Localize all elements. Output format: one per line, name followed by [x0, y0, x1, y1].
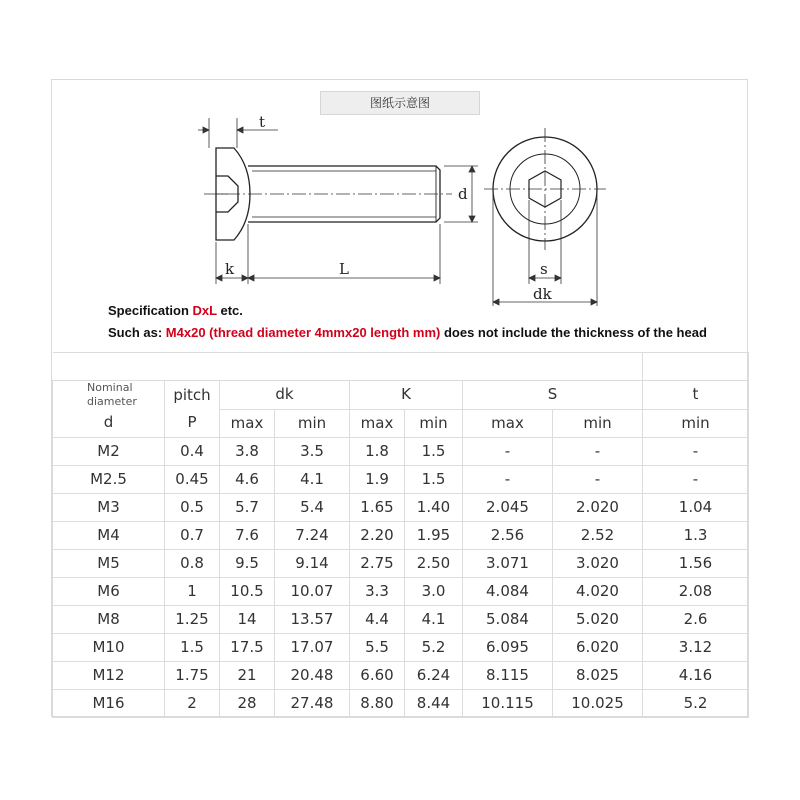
dk-min-cell: 9.14 — [275, 549, 350, 577]
k-min-cell: 3.0 — [405, 577, 463, 605]
s-header: S — [463, 381, 643, 410]
dk-min-cell: 5.4 — [275, 493, 350, 521]
dk-min-cell: 4.1 — [275, 465, 350, 493]
k-min-cell: 2.50 — [405, 549, 463, 577]
spacer-cell-right — [643, 353, 749, 381]
dk-min-cell: 7.24 — [275, 521, 350, 549]
dk-header: dk — [220, 381, 350, 410]
k-min-cell: 1.40 — [405, 493, 463, 521]
t-min-cell: 5.2 — [643, 689, 749, 717]
k-max-header: max — [350, 409, 405, 437]
s-max-header: max — [463, 409, 553, 437]
table-header-row-1 — [53, 381, 749, 410]
screw-technical-drawing — [0, 0, 800, 330]
table-row — [53, 577, 749, 605]
dk-max-cell: 4.6 — [220, 465, 275, 493]
t-min-cell: 2.08 — [643, 577, 749, 605]
t-header: t — [643, 381, 749, 410]
spec-line2-prefix: Such as: — [108, 325, 166, 340]
s-min-cell: 3.020 — [553, 549, 643, 577]
table-row — [53, 437, 749, 465]
k-min-cell: 6.24 — [405, 661, 463, 689]
drawing-banner: 图纸示意图 — [320, 91, 480, 115]
size-cell: M4 — [53, 521, 165, 549]
dk-max-cell: 7.6 — [220, 521, 275, 549]
table-row — [53, 549, 749, 577]
k-max-cell: 6.60 — [350, 661, 405, 689]
size-cell: M5 — [53, 549, 165, 577]
s-min-cell: 5.020 — [553, 605, 643, 633]
t-min-cell: 1.04 — [643, 493, 749, 521]
spec-line1-prefix: Specification — [108, 303, 193, 318]
s-min-header: min — [553, 409, 643, 437]
k-max-cell: 3.3 — [350, 577, 405, 605]
dk-max-cell: 17.5 — [220, 633, 275, 661]
pitch-cell: 1.75 — [165, 661, 220, 689]
k-min-cell: 5.2 — [405, 633, 463, 661]
pitch-cell: 0.45 — [165, 465, 220, 493]
k-max-cell: 4.4 — [350, 605, 405, 633]
s-max-cell: - — [463, 437, 553, 465]
size-cell: M3 — [53, 493, 165, 521]
t-min-cell: - — [643, 437, 749, 465]
k-max-cell: 8.80 — [350, 689, 405, 717]
pitch-symbol: P — [165, 409, 220, 437]
spec-line1-suffix: etc. — [216, 303, 243, 318]
k-header: K — [350, 381, 463, 410]
table-body — [53, 437, 749, 717]
dk-min-cell: 13.57 — [275, 605, 350, 633]
d-label: d — [458, 185, 468, 203]
t-min-cell: 1.3 — [643, 521, 749, 549]
s-max-cell: 3.071 — [463, 549, 553, 577]
size-cell: M8 — [53, 605, 165, 633]
pitch-cell: 1 — [165, 577, 220, 605]
spec-line1-highlight: DxL — [192, 303, 217, 318]
s-min-cell: 2.020 — [553, 493, 643, 521]
s-min-cell: 10.025 — [553, 689, 643, 717]
pitch-cell: 1.5 — [165, 633, 220, 661]
L-label: L — [339, 260, 349, 278]
dk-max-cell: 28 — [220, 689, 275, 717]
dk-min-cell: 17.07 — [275, 633, 350, 661]
s-max-cell: 10.115 — [463, 689, 553, 717]
k-min-cell: 4.1 — [405, 605, 463, 633]
table-row — [53, 661, 749, 689]
dk-min-cell: 20.48 — [275, 661, 350, 689]
s-max-cell: 4.084 — [463, 577, 553, 605]
s-max-cell: 2.045 — [463, 493, 553, 521]
table-row — [53, 465, 749, 493]
k-label: k — [225, 260, 235, 278]
k-max-cell: 1.8 — [350, 437, 405, 465]
s-max-cell: 6.095 — [463, 633, 553, 661]
s-max-cell: - — [463, 465, 553, 493]
k-min-cell: 8.44 — [405, 689, 463, 717]
dk-max-cell: 14 — [220, 605, 275, 633]
k-max-cell: 2.75 — [350, 549, 405, 577]
k-max-cell: 2.20 — [350, 521, 405, 549]
dk-min-cell: 27.48 — [275, 689, 350, 717]
pitch-cell: 1.25 — [165, 605, 220, 633]
k-max-cell: 1.65 — [350, 493, 405, 521]
size-cell: M2.5 — [53, 465, 165, 493]
nominal-symbol: d — [53, 409, 165, 437]
s-label: s — [540, 260, 548, 278]
s-min-cell: - — [553, 465, 643, 493]
t-min-cell: 1.56 — [643, 549, 749, 577]
example-note — [108, 325, 707, 340]
specification-note — [108, 303, 243, 318]
table-row — [53, 633, 749, 661]
nominal-diameter-header: Nominal diameter — [53, 381, 165, 410]
k-min-header: min — [405, 409, 463, 437]
s-min-cell: - — [553, 437, 643, 465]
pitch-cell: 0.5 — [165, 493, 220, 521]
pitch-header: pitch — [165, 381, 220, 410]
spec-line2-highlight: M4x20 (thread diameter 4mmx20 length mm) — [165, 325, 441, 340]
size-cell: M6 — [53, 577, 165, 605]
t-label: t — [259, 113, 266, 131]
table-spacer-row — [53, 353, 749, 381]
spec-line2-suffix: does not include the thickness of the head — [440, 325, 707, 340]
t-min-cell: 4.16 — [643, 661, 749, 689]
s-max-cell: 8.115 — [463, 661, 553, 689]
table-row — [53, 521, 749, 549]
dk-max-cell: 21 — [220, 661, 275, 689]
size-cell: M12 — [53, 661, 165, 689]
dk-max-cell: 5.7 — [220, 493, 275, 521]
t-min-cell: - — [643, 465, 749, 493]
s-min-cell: 8.025 — [553, 661, 643, 689]
dk-max-cell: 9.5 — [220, 549, 275, 577]
pitch-cell: 0.4 — [165, 437, 220, 465]
dk-max-cell: 3.8 — [220, 437, 275, 465]
size-cell: M10 — [53, 633, 165, 661]
dk-min-cell: 3.5 — [275, 437, 350, 465]
s-min-cell: 2.52 — [553, 521, 643, 549]
table-row — [53, 689, 749, 717]
table-row — [53, 605, 749, 633]
t-min-cell: 3.12 — [643, 633, 749, 661]
dk-min-cell: 10.07 — [275, 577, 350, 605]
s-max-cell: 5.084 — [463, 605, 553, 633]
dk-min-header: min — [275, 409, 350, 437]
k-min-cell: 1.5 — [405, 465, 463, 493]
dimension-table — [52, 352, 749, 718]
s-max-cell: 2.56 — [463, 521, 553, 549]
pitch-cell: 2 — [165, 689, 220, 717]
k-min-cell: 1.5 — [405, 437, 463, 465]
spacer-cell — [53, 353, 643, 381]
k-max-cell: 1.9 — [350, 465, 405, 493]
pitch-cell: 0.8 — [165, 549, 220, 577]
k-max-cell: 5.5 — [350, 633, 405, 661]
size-cell: M16 — [53, 689, 165, 717]
dk-max-header: max — [220, 409, 275, 437]
t-min-header: min — [643, 409, 749, 437]
dk-label: dk — [533, 285, 552, 303]
pitch-cell: 0.7 — [165, 521, 220, 549]
k-min-cell: 1.95 — [405, 521, 463, 549]
size-cell: M2 — [53, 437, 165, 465]
dk-max-cell: 10.5 — [220, 577, 275, 605]
t-min-cell: 2.6 — [643, 605, 749, 633]
table-header-row-2 — [53, 409, 749, 437]
s-min-cell: 4.020 — [553, 577, 643, 605]
s-min-cell: 6.020 — [553, 633, 643, 661]
table-row — [53, 493, 749, 521]
